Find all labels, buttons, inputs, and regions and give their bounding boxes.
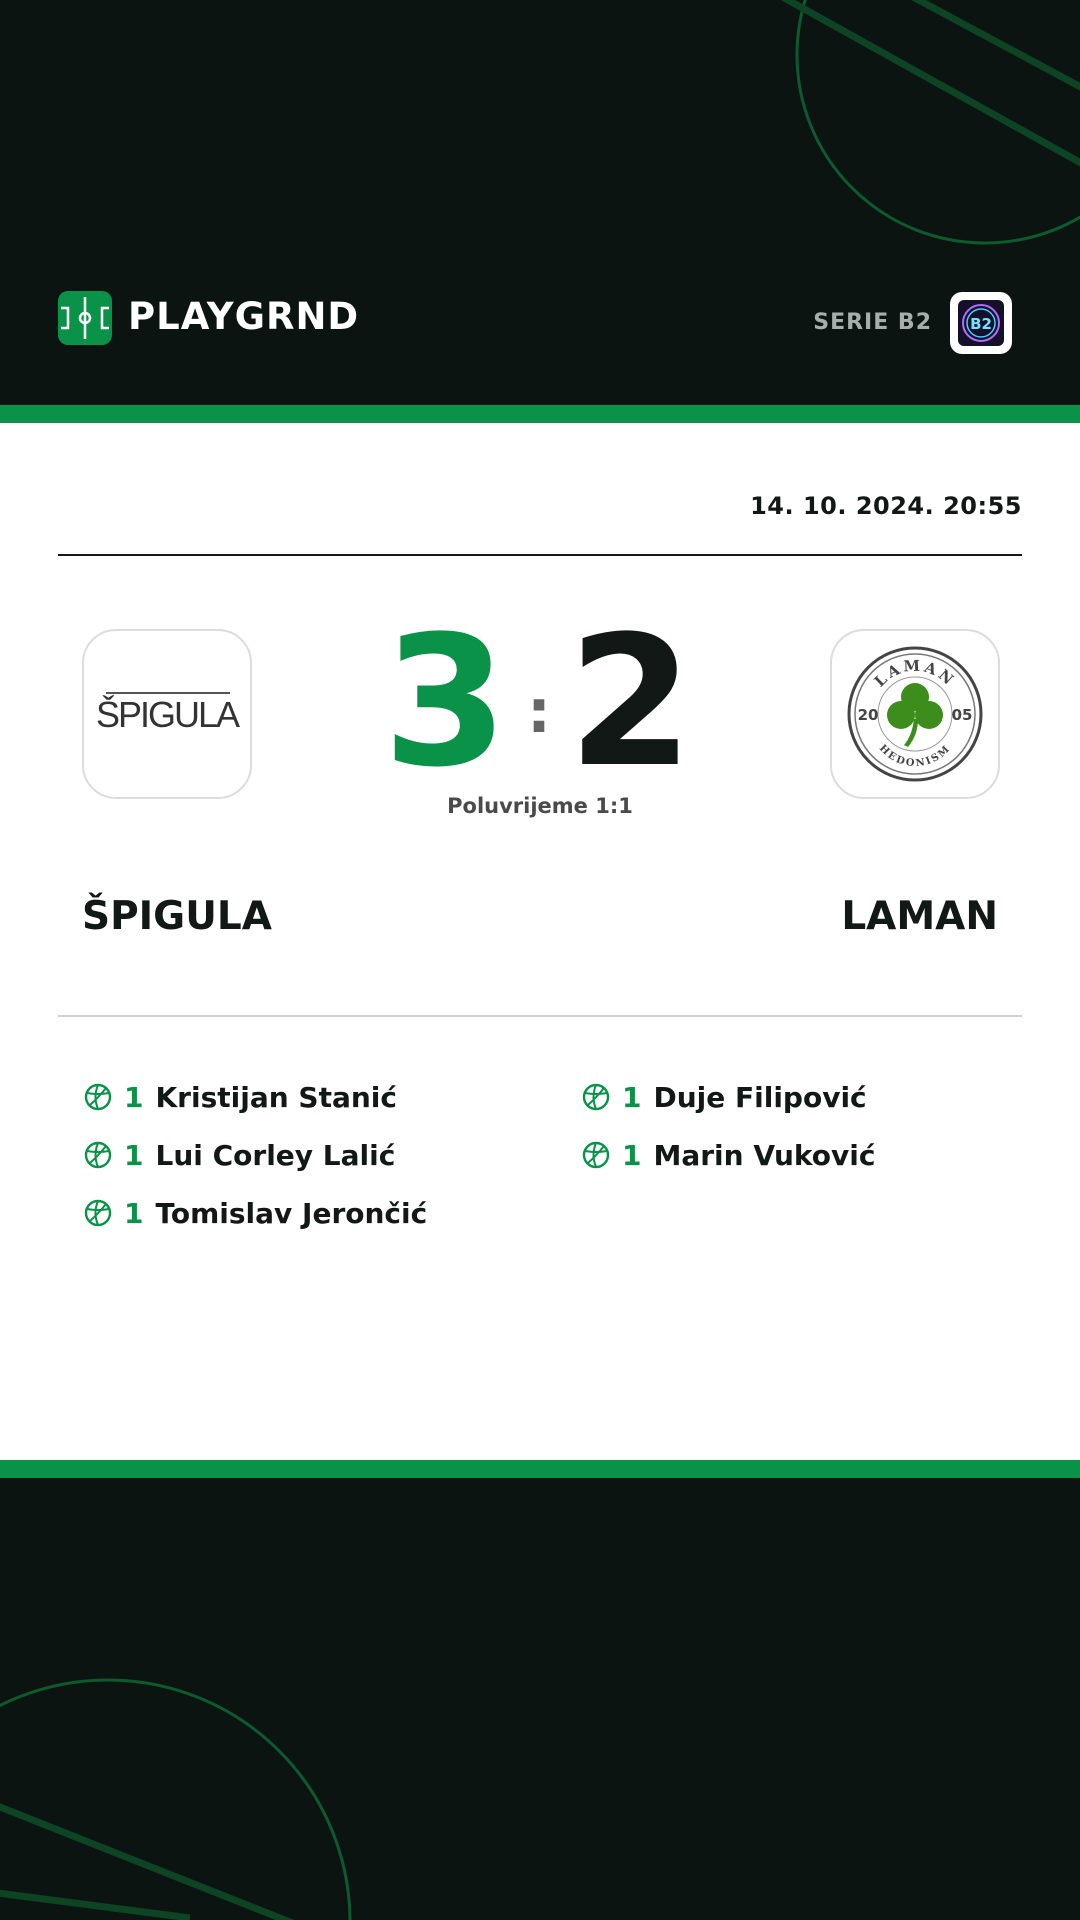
home-team-name: ŠPIGULA — [82, 894, 272, 939]
divider — [58, 1015, 1022, 1017]
halftime-score: Poluvrijeme 1:1 — [447, 794, 633, 818]
scorer-item — [582, 1068, 876, 1126]
scorer-goals: 1 — [124, 1196, 144, 1230]
scorer-item — [84, 1126, 427, 1184]
home-team-logo[interactable] — [82, 629, 252, 799]
away-team-logo[interactable] — [830, 629, 1000, 799]
league-logo-icon — [958, 300, 1004, 346]
scorer-name: Marin Vuković — [653, 1138, 876, 1172]
bottom-footer — [0, 1478, 1080, 1920]
pitch-icon — [58, 291, 112, 345]
away-logo-year-right: 05 — [951, 706, 973, 724]
home-logo-text: ŠPIGULA — [95, 694, 239, 735]
brand-logo[interactable] — [58, 291, 112, 345]
home-scorers-list — [84, 1068, 427, 1242]
scorer-goals: 1 — [622, 1138, 642, 1172]
match-datetime: 14. 10. 2024. 20:55 — [750, 492, 1022, 520]
scorer-goals: 1 — [622, 1080, 642, 1114]
away-logo-year-left: 20 — [857, 706, 879, 724]
accent-bar-top — [0, 405, 1080, 423]
scorer-item — [582, 1126, 876, 1184]
scorer-name: Tomislav Jerončić — [155, 1196, 428, 1230]
football-icon — [582, 1083, 610, 1111]
football-icon — [582, 1141, 610, 1169]
football-icon — [84, 1083, 112, 1111]
away-logo-text-bottom: HEDONISM — [876, 742, 954, 770]
spigula-logo — [84, 631, 250, 797]
scorer-name: Duje Filipović — [653, 1080, 867, 1114]
match-card — [0, 423, 1080, 1460]
scorer-item — [84, 1068, 427, 1126]
top-header — [0, 0, 1080, 405]
score-separator: : — [527, 677, 551, 747]
away-logo-text-top: LAMAN — [870, 656, 960, 691]
home-score: 3 — [382, 598, 508, 807]
scorer-name: Kristijan Stanić — [155, 1080, 397, 1114]
pitch-lines-decoration — [0, 0, 1080, 405]
laman-logo — [832, 631, 998, 797]
pitch-lines-decoration — [0, 1478, 1080, 1920]
away-score: 2 — [568, 598, 694, 807]
football-icon — [84, 1141, 112, 1169]
away-team-name: LAMAN — [841, 894, 998, 939]
league-badge[interactable] — [950, 292, 1012, 354]
scorer-goals: 1 — [124, 1138, 144, 1172]
away-scorers-list — [582, 1068, 876, 1184]
scorer-item — [84, 1184, 427, 1242]
divider — [58, 554, 1022, 556]
scorer-goals: 1 — [124, 1080, 144, 1114]
accent-bar-bottom — [0, 1460, 1080, 1478]
football-icon — [84, 1199, 112, 1227]
league-name: SERIE B2 — [813, 310, 932, 335]
league-badge-text: B2 — [970, 315, 992, 333]
brand-name: PLAYGRND — [128, 295, 360, 338]
scorer-name: Lui Corley Lalić — [155, 1138, 396, 1172]
